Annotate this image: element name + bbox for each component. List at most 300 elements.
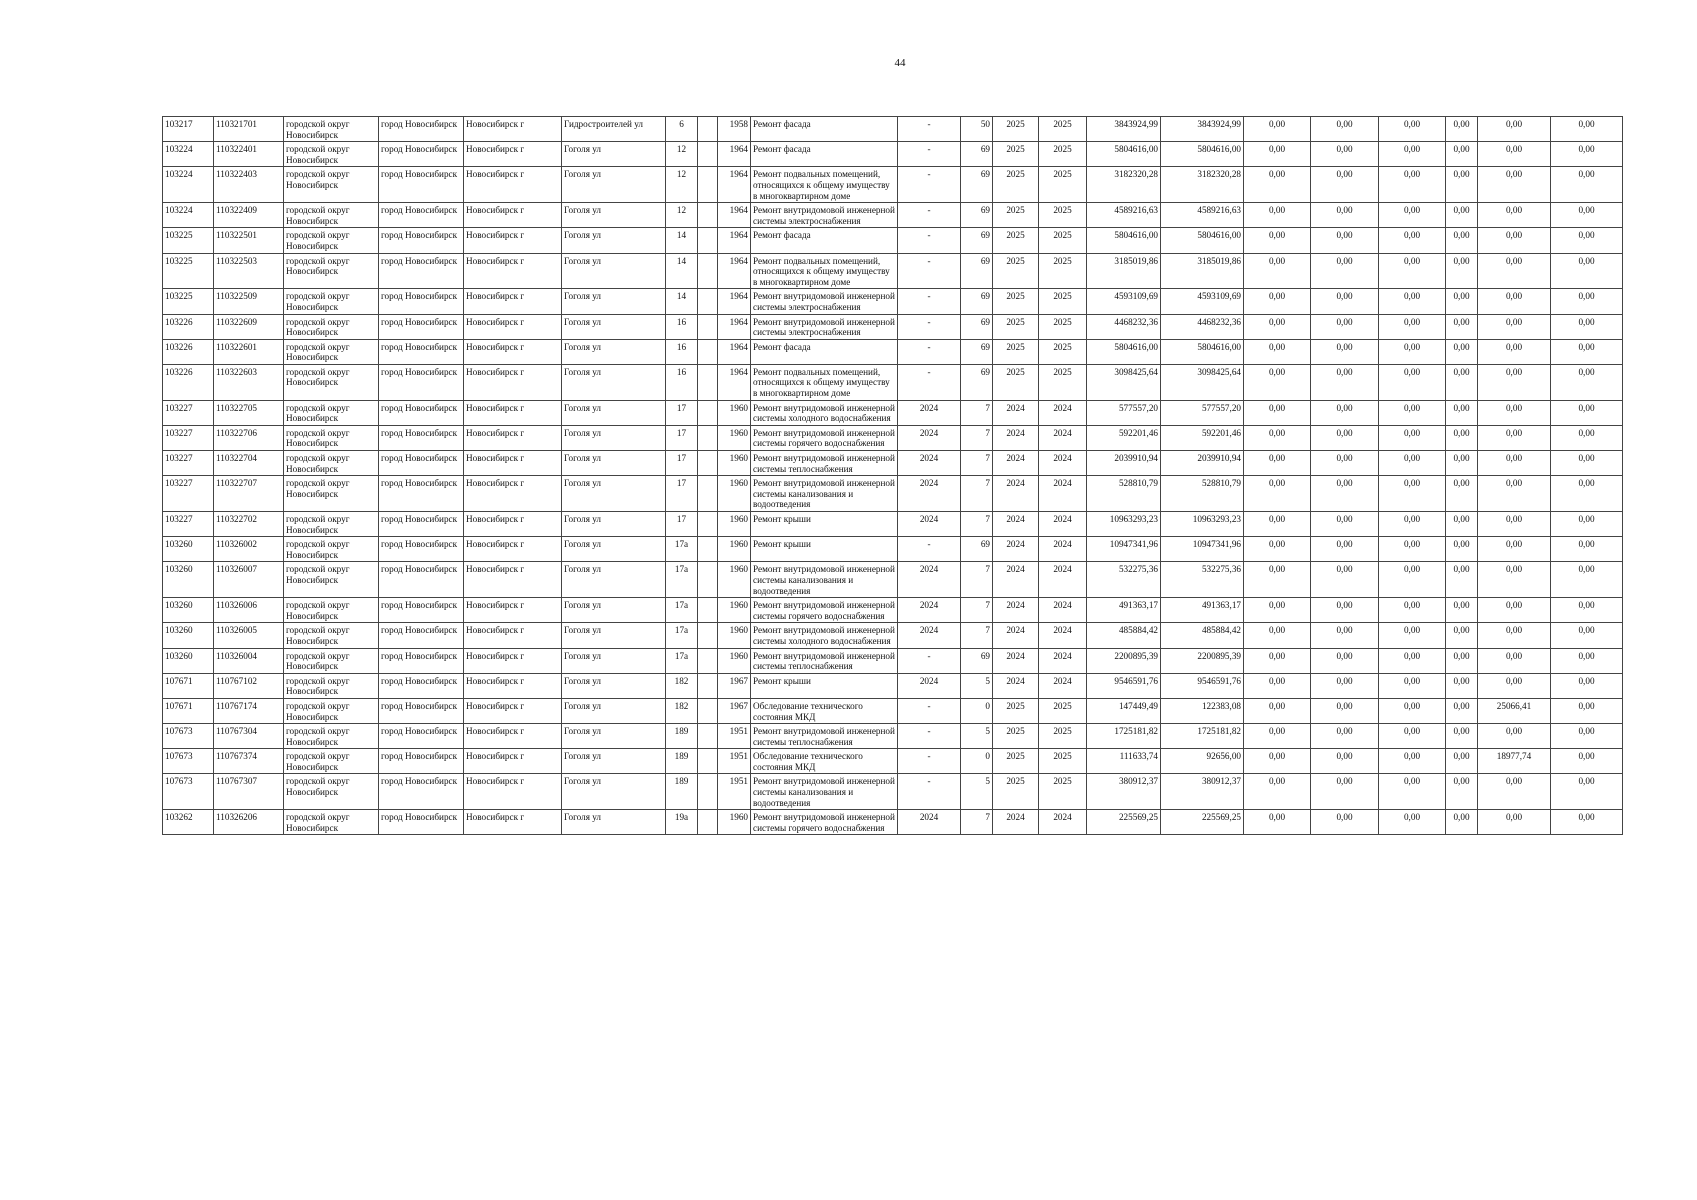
cell-start: 2025 xyxy=(993,339,1039,364)
cell-f6: 0,00 xyxy=(1551,364,1623,400)
cell-okrug: городской округ Новосибирск xyxy=(284,512,379,537)
cell-house: 17а xyxy=(666,598,698,623)
cell-okrug: городской округ Новосибирск xyxy=(284,476,379,512)
cell-f2: 0,00 xyxy=(1311,314,1379,339)
cell-cost: 3182320,28 xyxy=(1087,167,1161,203)
cell-gorod: город Новосибирск xyxy=(379,425,464,450)
cell-end: 2025 xyxy=(1039,167,1087,203)
cell-year: 1967 xyxy=(718,673,751,698)
cell-work: Ремонт внутридомовой инженерной системы горячего водоснабжения xyxy=(751,425,898,450)
cell-y1: 2024 xyxy=(898,810,961,835)
cell-y1: - xyxy=(898,774,961,810)
cell-cost: 3185019,86 xyxy=(1087,253,1161,289)
cell-y1: - xyxy=(898,314,961,339)
cell-cost2: 3098425,64 xyxy=(1161,364,1244,400)
cell-year: 1964 xyxy=(718,314,751,339)
cell-year: 1964 xyxy=(718,253,751,289)
cell-blank xyxy=(698,512,718,537)
cell-f6: 0,00 xyxy=(1551,476,1623,512)
cell-year: 1960 xyxy=(718,810,751,835)
cell-year: 1960 xyxy=(718,598,751,623)
cell-street: Гоголя ул xyxy=(562,167,666,203)
cell-n: 69 xyxy=(961,203,993,228)
cell-blank xyxy=(698,364,718,400)
cell-blank xyxy=(698,253,718,289)
cell-code: 110322401 xyxy=(214,142,284,167)
cell-start: 2025 xyxy=(993,253,1039,289)
cell-f1: 0,00 xyxy=(1244,364,1311,400)
cell-start: 2024 xyxy=(993,451,1039,476)
cell-okrug: городской округ Новосибирск xyxy=(284,698,379,723)
cell-n: 7 xyxy=(961,623,993,648)
cell-cost: 9546591,76 xyxy=(1087,673,1161,698)
cell-work: Ремонт фасада xyxy=(751,142,898,167)
cell-f2: 0,00 xyxy=(1311,228,1379,253)
cell-f6: 0,00 xyxy=(1551,253,1623,289)
cell-cost: 528810,79 xyxy=(1087,476,1161,512)
cell-f5: 0,00 xyxy=(1478,228,1551,253)
cell-f5: 0,00 xyxy=(1478,537,1551,562)
cell-y1: - xyxy=(898,203,961,228)
table-row xyxy=(163,167,1623,203)
cell-blank xyxy=(698,749,718,774)
cell-np: Новосибирск г xyxy=(464,253,562,289)
cell-start: 2025 xyxy=(993,142,1039,167)
cell-blank xyxy=(698,537,718,562)
cell-f1: 0,00 xyxy=(1244,724,1311,749)
cell-cost: 5804616,00 xyxy=(1087,228,1161,253)
cell-id: 103260 xyxy=(163,648,214,673)
cell-f1: 0,00 xyxy=(1244,289,1311,314)
cell-y1: - xyxy=(898,167,961,203)
cell-f1: 0,00 xyxy=(1244,698,1311,723)
cell-cost2: 380912,37 xyxy=(1161,774,1244,810)
cell-f3: 0,00 xyxy=(1379,512,1446,537)
cell-y1: - xyxy=(898,648,961,673)
cell-np: Новосибирск г xyxy=(464,537,562,562)
cell-start: 2024 xyxy=(993,562,1039,598)
cell-start: 2024 xyxy=(993,810,1039,835)
cell-f4: 0,00 xyxy=(1446,749,1478,774)
cell-f4: 0,00 xyxy=(1446,203,1478,228)
cell-house: 12 xyxy=(666,142,698,167)
cell-gorod: город Новосибирск xyxy=(379,810,464,835)
cell-cost2: 532275,36 xyxy=(1161,562,1244,598)
cell-okrug: городской округ Новосибирск xyxy=(284,648,379,673)
cell-start: 2025 xyxy=(993,117,1039,142)
cell-f5: 0,00 xyxy=(1478,476,1551,512)
cell-f1: 0,00 xyxy=(1244,512,1311,537)
cell-code: 110326007 xyxy=(214,562,284,598)
cell-blank xyxy=(698,623,718,648)
cell-f5: 0,00 xyxy=(1478,203,1551,228)
cell-cost2: 5804616,00 xyxy=(1161,228,1244,253)
cell-np: Новосибирск г xyxy=(464,562,562,598)
cell-f4: 0,00 xyxy=(1446,364,1478,400)
cell-work: Ремонт внутридомовой инженерной системы теплоснабжения xyxy=(751,648,898,673)
cell-work: Ремонт фасада xyxy=(751,339,898,364)
cell-n: 0 xyxy=(961,749,993,774)
cell-f6: 0,00 xyxy=(1551,698,1623,723)
cell-f1: 0,00 xyxy=(1244,648,1311,673)
cell-y1: 2024 xyxy=(898,562,961,598)
cell-blank xyxy=(698,314,718,339)
cell-gorod: город Новосибирск xyxy=(379,512,464,537)
cell-house: 19а xyxy=(666,810,698,835)
cell-street: Гоголя ул xyxy=(562,537,666,562)
cell-f5: 0,00 xyxy=(1478,167,1551,203)
cell-code: 110322603 xyxy=(214,364,284,400)
cell-id: 103227 xyxy=(163,512,214,537)
cell-code: 110767374 xyxy=(214,749,284,774)
cell-f4: 0,00 xyxy=(1446,698,1478,723)
cell-work: Ремонт внутридомовой инженерной системы канализования и водоотведения xyxy=(751,774,898,810)
cell-f2: 0,00 xyxy=(1311,648,1379,673)
cell-cost2: 4468232,36 xyxy=(1161,314,1244,339)
cell-f5: 0,00 xyxy=(1478,364,1551,400)
cell-f5: 0,00 xyxy=(1478,339,1551,364)
cell-id: 103260 xyxy=(163,598,214,623)
cell-np: Новосибирск г xyxy=(464,228,562,253)
cell-f2: 0,00 xyxy=(1311,425,1379,450)
cell-n: 7 xyxy=(961,810,993,835)
cell-n: 69 xyxy=(961,228,993,253)
cell-np: Новосибирск г xyxy=(464,598,562,623)
cell-start: 2025 xyxy=(993,364,1039,400)
cell-f6: 0,00 xyxy=(1551,562,1623,598)
cell-f5: 0,00 xyxy=(1478,425,1551,450)
cell-okrug: городской округ Новосибирск xyxy=(284,623,379,648)
table-row xyxy=(163,228,1623,253)
cell-okrug: городской округ Новосибирск xyxy=(284,203,379,228)
table-row xyxy=(163,117,1623,142)
cell-code: 110326206 xyxy=(214,810,284,835)
cell-f2: 0,00 xyxy=(1311,724,1379,749)
cell-f4: 0,00 xyxy=(1446,400,1478,425)
cell-f3: 0,00 xyxy=(1379,537,1446,562)
cell-n: 69 xyxy=(961,167,993,203)
cell-street: Гоголя ул xyxy=(562,749,666,774)
cell-n: 7 xyxy=(961,425,993,450)
cell-y1: 2024 xyxy=(898,451,961,476)
cell-cost2: 122383,08 xyxy=(1161,698,1244,723)
cell-f1: 0,00 xyxy=(1244,142,1311,167)
cell-f3: 0,00 xyxy=(1379,425,1446,450)
cell-f3: 0,00 xyxy=(1379,598,1446,623)
cell-code: 110322601 xyxy=(214,339,284,364)
cell-f5: 0,00 xyxy=(1478,648,1551,673)
cell-blank xyxy=(698,167,718,203)
cell-street: Гоголя ул xyxy=(562,339,666,364)
cell-f6: 0,00 xyxy=(1551,339,1623,364)
cell-year: 1967 xyxy=(718,698,751,723)
cell-id: 107671 xyxy=(163,698,214,723)
cell-blank xyxy=(698,476,718,512)
cell-f2: 0,00 xyxy=(1311,142,1379,167)
cell-id: 103224 xyxy=(163,142,214,167)
cell-cost2: 5804616,00 xyxy=(1161,339,1244,364)
cell-cost: 2039910,94 xyxy=(1087,451,1161,476)
cell-start: 2024 xyxy=(993,598,1039,623)
cell-id: 103227 xyxy=(163,451,214,476)
cell-year: 1960 xyxy=(718,451,751,476)
cell-end: 2025 xyxy=(1039,117,1087,142)
cell-f2: 0,00 xyxy=(1311,476,1379,512)
cell-code: 110322707 xyxy=(214,476,284,512)
cell-n: 5 xyxy=(961,774,993,810)
cell-cost2: 1725181,82 xyxy=(1161,724,1244,749)
cell-year: 1964 xyxy=(718,228,751,253)
cell-f3: 0,00 xyxy=(1379,203,1446,228)
cell-id: 103225 xyxy=(163,289,214,314)
cell-f3: 0,00 xyxy=(1379,562,1446,598)
cell-cost: 111633,74 xyxy=(1087,749,1161,774)
cell-f4: 0,00 xyxy=(1446,314,1478,339)
cell-y1: 2024 xyxy=(898,598,961,623)
cell-gorod: город Новосибирск xyxy=(379,289,464,314)
cell-okrug: городской округ Новосибирск xyxy=(284,228,379,253)
cell-f1: 0,00 xyxy=(1244,203,1311,228)
cell-house: 17 xyxy=(666,476,698,512)
cell-id: 103217 xyxy=(163,117,214,142)
cell-end: 2024 xyxy=(1039,598,1087,623)
cell-f5: 18977,74 xyxy=(1478,749,1551,774)
cell-f2: 0,00 xyxy=(1311,117,1379,142)
cell-f1: 0,00 xyxy=(1244,167,1311,203)
cell-house: 17а xyxy=(666,623,698,648)
cell-f6: 0,00 xyxy=(1551,537,1623,562)
cell-cost: 225569,25 xyxy=(1087,810,1161,835)
cell-year: 1960 xyxy=(718,425,751,450)
cell-y1: - xyxy=(898,698,961,723)
cell-f2: 0,00 xyxy=(1311,451,1379,476)
cell-code: 110326004 xyxy=(214,648,284,673)
cell-work: Ремонт крыши xyxy=(751,673,898,698)
cell-okrug: городской округ Новосибирск xyxy=(284,537,379,562)
cell-code: 110322705 xyxy=(214,400,284,425)
cell-year: 1951 xyxy=(718,724,751,749)
cell-cost: 485884,42 xyxy=(1087,623,1161,648)
cell-end: 2024 xyxy=(1039,562,1087,598)
cell-np: Новосибирск г xyxy=(464,314,562,339)
cell-code: 110321701 xyxy=(214,117,284,142)
cell-y1: - xyxy=(898,253,961,289)
table-row xyxy=(163,562,1623,598)
cell-street: Гидростроителей ул xyxy=(562,117,666,142)
cell-np: Новосибирск г xyxy=(464,364,562,400)
cell-start: 2025 xyxy=(993,167,1039,203)
cell-f4: 0,00 xyxy=(1446,537,1478,562)
cell-f2: 0,00 xyxy=(1311,810,1379,835)
cell-f6: 0,00 xyxy=(1551,774,1623,810)
cell-street: Гоголя ул xyxy=(562,400,666,425)
cell-street: Гоголя ул xyxy=(562,476,666,512)
cell-f5: 0,00 xyxy=(1478,117,1551,142)
cell-street: Гоголя ул xyxy=(562,648,666,673)
table-row xyxy=(163,339,1623,364)
cell-f1: 0,00 xyxy=(1244,253,1311,289)
cell-code: 110326002 xyxy=(214,537,284,562)
cell-okrug: городской округ Новосибирск xyxy=(284,167,379,203)
cell-blank xyxy=(698,289,718,314)
table-row xyxy=(163,451,1623,476)
cell-blank xyxy=(698,724,718,749)
cell-f1: 0,00 xyxy=(1244,228,1311,253)
cell-np: Новосибирск г xyxy=(464,749,562,774)
cell-f4: 0,00 xyxy=(1446,476,1478,512)
cell-year: 1960 xyxy=(718,512,751,537)
cell-f6: 0,00 xyxy=(1551,289,1623,314)
cell-y1: 2024 xyxy=(898,673,961,698)
cell-n: 5 xyxy=(961,673,993,698)
cell-f5: 0,00 xyxy=(1478,314,1551,339)
cell-okrug: городской округ Новосибирск xyxy=(284,724,379,749)
cell-gorod: город Новосибирск xyxy=(379,253,464,289)
cell-end: 2025 xyxy=(1039,253,1087,289)
cell-okrug: городской округ Новосибирск xyxy=(284,339,379,364)
cell-f2: 0,00 xyxy=(1311,698,1379,723)
cell-np: Новосибирск г xyxy=(464,339,562,364)
cell-f4: 0,00 xyxy=(1446,117,1478,142)
cell-street: Гоголя ул xyxy=(562,425,666,450)
cell-end: 2025 xyxy=(1039,749,1087,774)
cell-f2: 0,00 xyxy=(1311,749,1379,774)
cell-start: 2025 xyxy=(993,774,1039,810)
cell-f2: 0,00 xyxy=(1311,400,1379,425)
cell-f6: 0,00 xyxy=(1551,167,1623,203)
cell-f2: 0,00 xyxy=(1311,623,1379,648)
cell-year: 1951 xyxy=(718,774,751,810)
cell-cost2: 577557,20 xyxy=(1161,400,1244,425)
cell-year: 1964 xyxy=(718,167,751,203)
cell-f4: 0,00 xyxy=(1446,228,1478,253)
cell-house: 17а xyxy=(666,562,698,598)
cell-okrug: городской округ Новосибирск xyxy=(284,810,379,835)
cell-work: Ремонт крыши xyxy=(751,512,898,537)
cell-start: 2025 xyxy=(993,724,1039,749)
cell-work: Ремонт внутридомовой инженерной системы электроснабжения xyxy=(751,289,898,314)
cell-okrug: городской округ Новосибирск xyxy=(284,400,379,425)
page-number: 44 xyxy=(894,57,906,69)
cell-f1: 0,00 xyxy=(1244,774,1311,810)
cell-house: 189 xyxy=(666,749,698,774)
cell-n: 69 xyxy=(961,253,993,289)
cell-okrug: городской округ Новосибирск xyxy=(284,253,379,289)
cell-n: 69 xyxy=(961,314,993,339)
cell-gorod: город Новосибирск xyxy=(379,724,464,749)
cell-gorod: город Новосибирск xyxy=(379,598,464,623)
cell-f6: 0,00 xyxy=(1551,425,1623,450)
cell-house: 14 xyxy=(666,289,698,314)
cell-end: 2024 xyxy=(1039,673,1087,698)
cell-cost2: 528810,79 xyxy=(1161,476,1244,512)
cell-blank xyxy=(698,562,718,598)
cell-f2: 0,00 xyxy=(1311,289,1379,314)
cell-street: Гоголя ул xyxy=(562,253,666,289)
cell-end: 2025 xyxy=(1039,724,1087,749)
cell-f3: 0,00 xyxy=(1379,476,1446,512)
cell-y1: 2024 xyxy=(898,512,961,537)
cell-cost: 577557,20 xyxy=(1087,400,1161,425)
cell-id: 107673 xyxy=(163,749,214,774)
cell-cost: 1725181,82 xyxy=(1087,724,1161,749)
cell-f1: 0,00 xyxy=(1244,476,1311,512)
cell-okrug: городской округ Новосибирск xyxy=(284,314,379,339)
cell-code: 110322501 xyxy=(214,228,284,253)
cell-cost2: 2200895,39 xyxy=(1161,648,1244,673)
cell-code: 110767307 xyxy=(214,774,284,810)
cell-gorod: город Новосибирск xyxy=(379,673,464,698)
cell-f4: 0,00 xyxy=(1446,339,1478,364)
cell-f1: 0,00 xyxy=(1244,749,1311,774)
cell-id: 103227 xyxy=(163,425,214,450)
cell-y1: - xyxy=(898,289,961,314)
cell-f3: 0,00 xyxy=(1379,673,1446,698)
cell-f3: 0,00 xyxy=(1379,117,1446,142)
cell-end: 2025 xyxy=(1039,142,1087,167)
cell-year: 1960 xyxy=(718,476,751,512)
cell-id: 103226 xyxy=(163,339,214,364)
table-row xyxy=(163,774,1623,810)
cell-street: Гоголя ул xyxy=(562,698,666,723)
cell-cost: 592201,46 xyxy=(1087,425,1161,450)
cell-cost2: 3182320,28 xyxy=(1161,167,1244,203)
cell-f4: 0,00 xyxy=(1446,648,1478,673)
table-row xyxy=(163,698,1623,723)
cell-start: 2025 xyxy=(993,289,1039,314)
cell-end: 2024 xyxy=(1039,537,1087,562)
table-row xyxy=(163,724,1623,749)
cell-gorod: город Новосибирск xyxy=(379,774,464,810)
cell-n: 7 xyxy=(961,400,993,425)
cell-f3: 0,00 xyxy=(1379,698,1446,723)
cell-f6: 0,00 xyxy=(1551,203,1623,228)
cell-np: Новосибирск г xyxy=(464,289,562,314)
cell-f3: 0,00 xyxy=(1379,400,1446,425)
cell-f5: 0,00 xyxy=(1478,623,1551,648)
cell-year: 1964 xyxy=(718,339,751,364)
cell-f6: 0,00 xyxy=(1551,598,1623,623)
cell-f6: 0,00 xyxy=(1551,314,1623,339)
cell-n: 69 xyxy=(961,364,993,400)
cell-code: 110326006 xyxy=(214,598,284,623)
cell-house: 14 xyxy=(666,253,698,289)
cell-cost: 4468232,36 xyxy=(1087,314,1161,339)
cell-okrug: городской округ Новосибирск xyxy=(284,289,379,314)
cell-year: 1960 xyxy=(718,648,751,673)
table-row xyxy=(163,425,1623,450)
cell-np: Новосибирск г xyxy=(464,142,562,167)
cell-y1: 2024 xyxy=(898,476,961,512)
cell-f1: 0,00 xyxy=(1244,339,1311,364)
cell-f3: 0,00 xyxy=(1379,623,1446,648)
cell-house: 17а xyxy=(666,537,698,562)
cell-id: 103226 xyxy=(163,314,214,339)
cell-work: Обследование технического состояния МКД xyxy=(751,749,898,774)
cell-cost: 5804616,00 xyxy=(1087,142,1161,167)
cell-y1: - xyxy=(898,364,961,400)
cell-house: 17а xyxy=(666,648,698,673)
cell-cost2: 9546591,76 xyxy=(1161,673,1244,698)
cell-f1: 0,00 xyxy=(1244,314,1311,339)
cell-n: 69 xyxy=(961,142,993,167)
cell-y1: - xyxy=(898,724,961,749)
cell-f5: 0,00 xyxy=(1478,598,1551,623)
cell-code: 110322702 xyxy=(214,512,284,537)
cell-okrug: городской округ Новосибирск xyxy=(284,749,379,774)
cell-np: Новосибирск г xyxy=(464,698,562,723)
cell-house: 182 xyxy=(666,673,698,698)
